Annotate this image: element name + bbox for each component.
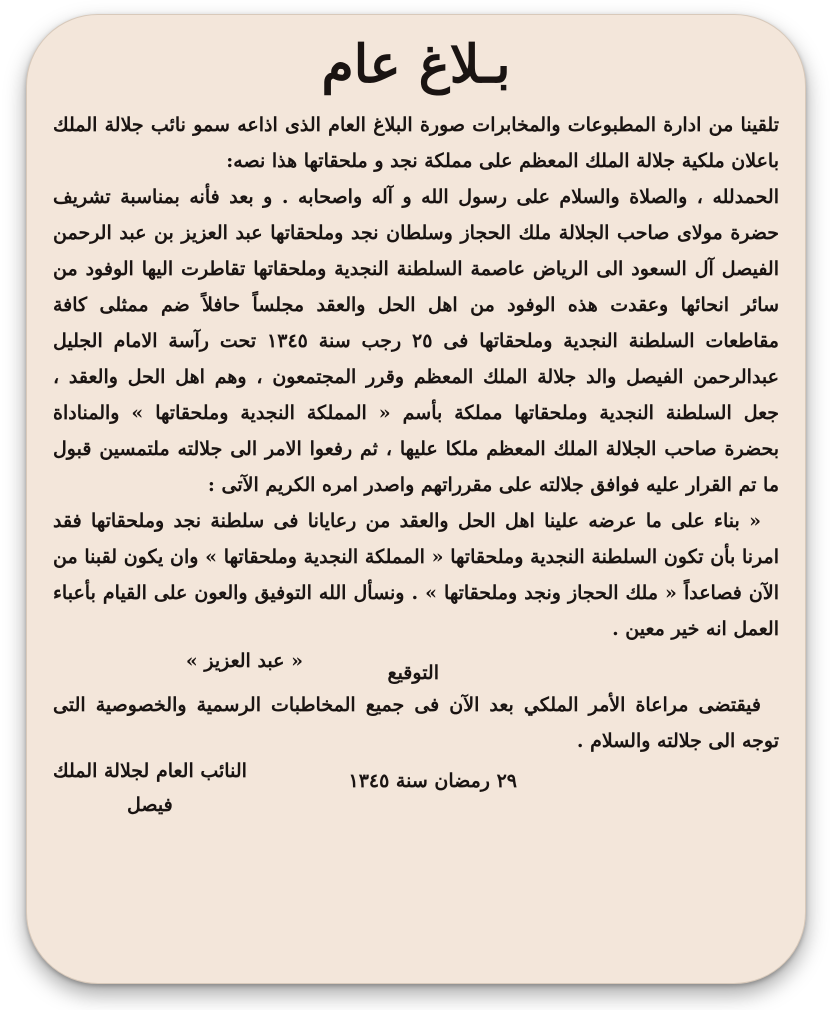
final-paragraph: فيقتضى مراعاة الأمر الملكي بعد الآن فى جميع المخاطبات الرسمية والخصوصية التى توجه الى جلالته والسلام .: [53, 694, 779, 752]
deputy-title: النائب العام لجلالة الملك: [53, 760, 247, 782]
document-body: [53, 107, 779, 837]
document-card: [26, 14, 806, 984]
signature-label: التوقيع: [387, 662, 439, 684]
royal-decree-paragraph: « بناء على ما عرضه علينا اهل الحل والعقد من رعايانا فى سلطنة نجد وملحقاتها فقد امرنا بأن تكون السلطنة النجدية وملحقاتها « المملكة النجدية وملحقاتها » وان يكون لقبنا من الآن فصاعداً « ملك الحجاز ونجد وملحقاتها » . ونسأل الله التوفيق والعون على القيام بأعباء العمل انه خير معين .: [53, 510, 779, 640]
intro-paragraph: تلقينا من ادارة المطبوعات والمخابرات صورة البلاغ العام الذى اذاعه سمو نائب جلالة الملك باعلان ملكية جلالة الملك المعظم على مملكة نجد و ملحقاتها هذا نصه:: [53, 114, 779, 172]
document-title: بـلاغ عام: [321, 34, 511, 95]
signature-row: [53, 647, 779, 687]
deputy-name: فيصل: [127, 794, 173, 816]
document-content: [53, 15, 779, 983]
closing-row: [53, 759, 779, 837]
document-date: ٢٩ رمضان سنة ١٣٤٥: [348, 770, 517, 792]
signature-name: « عبد العزيز »: [185, 650, 303, 672]
main-paragraph: الحمدلله ، والصلاة والسلام على رسول الله و آله واصحابه . و بعد فأنه بمناسبة تشريف حضرة مولاى صاحب الجلالة ملك الحجاز وسلطان نجد وملحقاتها عبد العزيز بن عبد الرحمن الفيصل آل السعود الى الرياض عاصمة السلطنة النجدية وملحقاتها تقاطرت اليها الوفود من سائر انحائها وعقدت هذه الوفود من اهل الحل والعقد مجلساً حافلاً ضم ممثلى كافة مقاطعات السلطنة النجدية وملحقاتها فى ٢٥ رجب سنة ١٣٤٥ تحت رآسة الامام الجليل عبدالرحمن الفيصل والد جلالة الملك المعظم وقرر المجتمعون ، وهم اهل الحل والعقد ، جعل السلطنة النجدية وملحقاتها مملكة بأسم « المملكة النجدية وملحقاتها » والمناداة بحضرة صاحب الجلالة الملك المعظم ملكا عليها ، ثم رفعوا الامر الى جلالته ملتمسين قبول ما تم القرار عليه فوافق جلالته على مقرراتهم واصدر امره الكريم الآتى :: [53, 186, 779, 496]
